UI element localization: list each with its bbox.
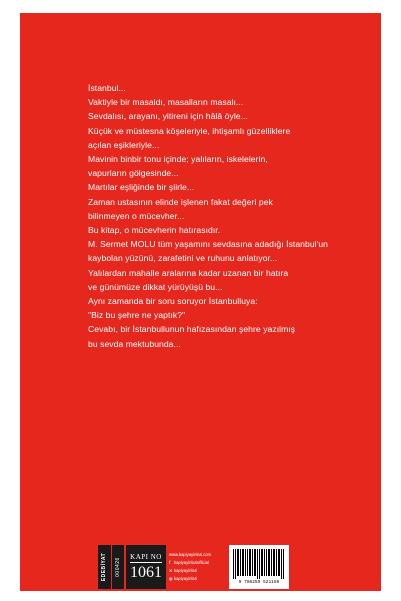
website-link[interactable]: www.kapiyayinlari.com (169, 552, 212, 557)
blurb-line: Aynı zamanda bir soru soruyor İstanbulluya: (88, 296, 258, 307)
blurb-line: Martılar eşliğinde bir şiirle... (88, 182, 195, 193)
blurb-line: vapurların gölgesinde... (88, 168, 179, 179)
blurb-text (88, 81, 378, 351)
blurb-line: Sevdalısı, arayanı, yitireni için hâlâ öyle... (88, 111, 248, 122)
facebook-link[interactable]: f kapiyayinlariofficial (169, 560, 209, 565)
product-code-box (112, 545, 124, 589)
publisher-links (169, 545, 225, 589)
category-label-box (98, 545, 111, 589)
logo-wordmark: KAPI NO (130, 553, 162, 561)
blurb-line: Bu kitap, o mücevherin hatırasıdır. (88, 225, 221, 236)
blurb-line: İstanbul... (88, 83, 126, 93)
blurb-line: "Biz bu şehre ne yaptık?" (88, 310, 186, 321)
blurb-line: açılan eşikleriyle... (88, 139, 160, 150)
blurb-line: Zaman ustasının elinde işlenen fakat değeri pek (88, 196, 273, 207)
blurb-line: Küçük ve müstesna köşeleriyle, ihtişamlı güzelliklere (88, 125, 291, 136)
blurb-line: Cevabı, bir İstanbullunun hafızasından şehre yazılmış (88, 324, 296, 335)
twitter-link[interactable]: ✕kapiyayinlari (169, 568, 198, 573)
blurb-line: M. Sermet MOLU tüm yaşamını sevdasına adadığı İstanbul'un (88, 239, 328, 250)
product-code: 000426 (115, 557, 121, 577)
isbn-barcode (229, 545, 289, 589)
twitter-icon: ✕ (169, 568, 173, 573)
blurb-line: bu sevda mektubunda... (88, 338, 181, 349)
blurb-line: Mavinin binbir tonu içinde; yalıların, iskelelerin, (88, 154, 268, 165)
blurb-line: bilinmeyen o mücevher... (88, 210, 185, 221)
blurb-line: Vaktiyle bir masaldı, masalların masalı... (88, 97, 244, 108)
instagram-icon: ◎ (169, 576, 173, 581)
category-label: EDEBİYAT (101, 552, 108, 582)
publisher-logo (126, 545, 166, 589)
barcode-bars-icon (232, 549, 286, 579)
publisher-strip (98, 545, 289, 589)
facebook-icon: f (169, 560, 171, 565)
instagram-link[interactable]: ◎kapiyayinlari (169, 576, 198, 581)
blurb-line: Yalılardan mahalle aralarına kadar uzanan bir hatıra (88, 267, 289, 278)
blurb-line: ve günümüze dikkat yürüyüşü bu... (88, 281, 223, 292)
blurb-line: kaybolan yüzünü, zarafetini ve ruhunu anlatıyor... (88, 253, 278, 264)
barcode-number: 9 786259 521159 (238, 580, 280, 585)
logo-number: 1061 (130, 564, 162, 581)
back-cover (20, 13, 381, 591)
